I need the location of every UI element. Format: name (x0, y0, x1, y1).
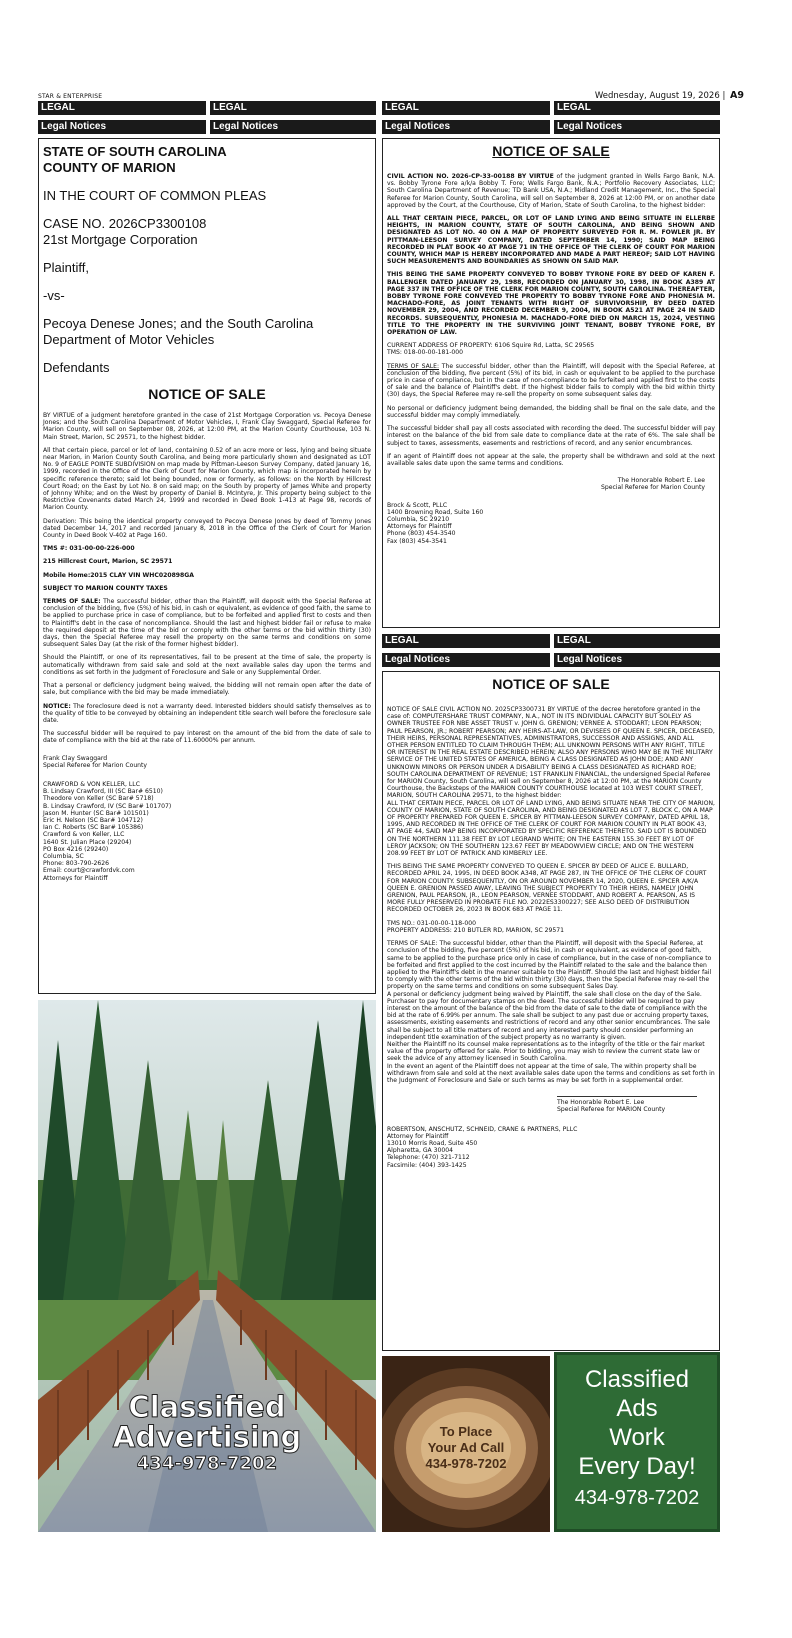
right-bottom-legal-notice (382, 671, 720, 1351)
derivation: THIS BEING THE SAME PROPERTY CONVEYED TO QUEEN E. SPICER BY DEED OF ALICE E. BULLARD, RECORDED APRIL 24, 1995, IN DEED BOOK A348, AT PAGE 287, IN THE OFFICE OF THE CLERK OF COURT FOR MARION COUNTY. SUBSEQUENTLY, ON OR AROUND NOVEMBER 14, 2020, QUEEN E. SPICER A/K/A QUEEN E. GRENION PASSED AWAY, LEAVING THE SUBJECT PROPERTY TO THEIR HEIRS, NAMELY JOHN GRENION, PAUL PEARSON, JR., LEON PEARSON, VERNEE STODDART, AND ROBERT A. PEARSON, AS IS MORE FULLY PRESERVED IN PROBATE FILE NO. 2022ES3300227; SEE ALSO DEED OF DISTRIBUTION RECORDED OCTOBER 26, 2023 IN BOOK 683 AT PAGE 11. (387, 863, 707, 914)
property-address: CURRENT ADDRESS OF PROPERTY: 6106 Squire Rd, Latta, SC 29565 (387, 342, 595, 350)
defendants-label: Defendants (43, 360, 110, 375)
promo-line-2: Advertising (112, 1420, 302, 1454)
signer-name: The Honorable Robert E. Lee (557, 1099, 645, 1107)
notice-paragraph: A personal or deficiency judgment being waived by Plaintiff, the sale shall close on the day of the Sale. (387, 990, 702, 998)
notice-label: NOTICE: (43, 702, 71, 710)
terms-label: TERMS OF SALE: (387, 362, 440, 370)
notice-paragraph: Derivation: This being the identical property conveyed to Pecoya Denese Jones by deed of Tommy Jones dated December 14, 2017 and recorded January 8, 2018 in the Office of the Clerk of Court for Marion County in Deed Book V-402 at Page 160. (43, 517, 371, 540)
signature-block (557, 1096, 697, 1113)
attorney-line: Phone: 803-790-2626 (43, 860, 110, 868)
notice-text: The foreclosure deed is not a warranty deed. Interested bidders should satisfy themselves as to the quality of title to be conveyed by obtaining an independent title search well before the foreclosure sale date. (43, 702, 371, 724)
tms-number: TMS NO.: 031-00-00-118-000 (387, 919, 477, 927)
legal-header-5: LEGAL (382, 634, 550, 648)
attorney-line: B. Lindsay Crawford, III (SC Bar# 6510) (43, 788, 163, 796)
attorney-line: B. Lindsay Crawford, IV (SC Bar# 101707) (43, 802, 172, 810)
signer-title: Special Referee for Marion County (43, 761, 148, 769)
terms-text: The successful bidder, other than the Plaintiff, will deposit with the Special Referee, at conclusion of the bidding, five percent (5%) of its bid, in cash or equivalent to be applied to the purchase price in case of compliance, but in the case of non-compliance to be forfeited and applied first to the costs of sale and the balance of Plaintiff's debt. If the highest bidder fails to comply with the bid within thirty (30) days, the Special Referee may re-sell the property on some subsequent sales day. (387, 362, 715, 399)
notice-paragraph: Purchaser to pay for documentary stamps on the deed. The successful bidder will be required to pay interest on the amount of the balance of the bid from the date of sale to the date of compliance with the bid at the rate of 6.99% per annum. The sale shall be subject to any past due or accruing property taxes, assessments, existing easements and restrictions of record and any other senior encumbrances. The sale shall be subject to all title matters of record and any interested party should consider performing an independent title examination of the subject property as no warranty is given. (387, 997, 710, 1041)
notice-paragraph: In the event an agent of the Plaintiff does not appear at the time of sale, The within property shall be withdrawn from sale and sold at the next available sales date upon the terms and conditions as set forth in the Judgment of Foreclosure and Sale or such terms as may be set forth in a supplemental order. (387, 1062, 715, 1084)
notice-warning (43, 703, 371, 725)
notice-paragraph: BY VIRTUE of a judgment heretofore granted in the case of 21st Mortgage Corporation vs. Pecoya Denese Jones; and the South Carolina Department of Motor Vehicles, I, Frank Clay Swaggard, Special Referee for Marion County, will sell on September 08, 2026, at 12:00 PM, at the Marion County Courthouse, 103 N. Main Street, Marion, SC 29571, to the highest bidder. (43, 412, 371, 441)
signature-block (387, 477, 705, 491)
left-legal-notice (38, 138, 376, 994)
page-date: Wednesday, August 19, 2026 | A9 (594, 90, 744, 101)
terms-of-sale (43, 598, 371, 648)
legal-header-3: LEGAL (382, 101, 550, 115)
legal-header-4: LEGAL (554, 101, 720, 115)
attorney-line: Facsimile: (404) 393-1425 (387, 1161, 467, 1169)
mobile-home: Mobile Home:2015 CLAY VIN WHC020898GA (43, 571, 195, 579)
promo-phone: 434-978-7202 (574, 1487, 700, 1509)
state-heading: STATE OF SOUTH CAROLINA (43, 144, 227, 159)
attorney-line: Jason M. Hunter (SC Bar# 101501) (43, 809, 149, 817)
case-number: CASE NO. 2026CP3300108 (43, 216, 207, 231)
attorney-line: 1640 St. Julian Place (29204) (43, 838, 132, 846)
notice-paragraph: All that certain piece, parcel or lot of land, containing 0.52 of an acre more or less, lying and being situate near Marion, in Marion County South Carolina, and being more particularly shown and designated as LOT No. 9 of EAGLE POINTE SUBDIVISION on map made by Pittman-Leeson Survey Company, dated January 16, 1999, recorded in the Office of the Clerk of Court for Marion County, which map is incorporated herein by specific reference thereto; said lot being bounded, now or formerly, as follows: on the North by Hillcrest Court Road; on the East by Lot No. 8 on said map; on the South by property of James White and property of Johnny White; and on the West by property of Daniel B. McIntyre, Jr. This property being subject to the Restrictive Covenants dated March 24, 1999 and recorded in Deed Book 1-413 at Page 98, records of Marion County. (43, 446, 371, 512)
plaintiff-label: Plaintiff, (43, 260, 90, 275)
promo-phone: 434-978-7202 (425, 1456, 507, 1471)
taxes-note: SUBJECT TO MARION COUNTY TAXES (43, 584, 168, 592)
legal-notices-header-1: Legal Notices (38, 120, 206, 134)
civil-action-text: of the judgment granted in Wells Fargo Bank, N.A. vs. Bobby Tyrone Fore a/k/a Bobby T. Fore; Wells Fargo Bank, N.A.; Portfolio Recovery Associates, LLC; South Carolina Department of Revenue; TD Bank USA, N.A.; Midland Credit Management, Inc., the Special Referee for Marion County, South Carolina, will sell on September 8, 2026 at 12:00 PM, or on another date approved by the Court, at the Courthouse, City of Marion, State of South Carolina, to the highest bidder: (387, 173, 715, 209)
paper-name: STAR & ENTERPRISE (38, 93, 103, 100)
promo-phone: 434-978-7202 (136, 1453, 278, 1474)
court-name: IN THE COURT OF COMMON PLEAS (43, 188, 267, 203)
attorney-line: CRAWFORD & VON KELLER, LLC (43, 780, 140, 788)
notice-title: NOTICE OF SALE (148, 386, 266, 402)
attorney-line: Attorney for Plaintiff (387, 1132, 449, 1140)
terms-of-sale (387, 363, 715, 399)
notice-title: NOTICE OF SALE (492, 143, 610, 159)
notice-paragraph: No personal or deficiency judgment being demanded, the bidding shall be final on the sale date, and the successful bidder may comply immediately. (387, 404, 715, 419)
attorney-line: ROBERTSON, ANSCHUTZ, SCHNEID, CRANE & PARTNERS, PLLC (387, 1125, 578, 1133)
promo-line-2: Ads (616, 1395, 658, 1422)
legal-description: ALL THAT CERTAIN PIECE, PARCEL OR LOT OF LAND LYING, AND BEING SITUATE NEAR THE CITY OF MARION, COUNTY OF MARION, STATE OF SOUTH CAROLINA, AND BEING DESIGNATED AS LOT 7, BLOCK C, ON A MAP OF PROPERTY PREPARED FOR QUEEN E. SPICER BY PITTMAN-LEESON SURVEY COMPANY, DATED APRIL 18, 1995, AND RECORDED IN THE OFFICE OF THE CLERK OF COURT FOR MARION COUNTY IN PLAT BOOK 43, AT PAGE 44, SAID MAP BEING INCORPORATED BY SPECIFIC REFERENCE THERETO. SAID LOT IS BOUNDED ON THE NORTHERN 111.38 FEET BY LOT LEGRAND WHITE; ON THE EASTERN 155.30 FEET BY LOT OF LEROY JACKSON; ON THE SOUTHERN 123.67 FEET BY MEADOWVIEW CIRCLE; AND ON THE WESTERN 208.99 FEET BY LOT OF PATRICK AND KIMBERLY LEE. (387, 799, 715, 858)
classified-advertising-promo (38, 1000, 376, 1532)
property-address: PROPERTY ADDRESS: 210 BUTLER RD, MARION, SC 29571 (387, 926, 565, 934)
notice-paragraph: Neither the Plaintiff no its counsel make representations as to the integrity of the title or the fair market value of the property offered for sale. Prior to bidding, you may wish to review the current state law or seek the advice of any attorney licensed in South Carolina. (387, 1040, 705, 1063)
signer-name: The Honorable Robert E. Lee (617, 477, 705, 485)
county-heading: COUNTY OF MARION (43, 160, 176, 175)
attorney-line: PO Box 4216 (29240) (43, 845, 109, 853)
attorney-line: 1400 Browning Road, Suite 160 (387, 508, 484, 516)
attorney-line: Eric H. Nelson (SC Bar# 104712) (43, 816, 143, 824)
attorney-block (387, 502, 715, 545)
tms-number: TMS #: 031-00-00-226-000 (43, 545, 135, 553)
plaintiff-name: 21st Mortgage Corporation (43, 232, 198, 247)
tms-number: TMS: 018-00-00-181-000 (387, 349, 464, 357)
signer-title: Special Referee for Marion County (600, 484, 705, 492)
notice-body (387, 173, 715, 545)
attorney-line: Columbia, SC (43, 852, 84, 860)
attorney-line: Brock & Scott, PLLC (387, 501, 448, 509)
attorney-line: Phone (803) 454-3540 (387, 530, 456, 538)
date-text: Wednesday, August 19, 2026 (594, 91, 720, 101)
attorney-line: Theodore von Keller (SC Bar# 5718) (43, 795, 154, 803)
terms-text: The successful bidder, other than the Plaintiff, will deposit with the Special Referee at conclusion of the bidding, five (5%) of his bid, in cash or equivalent, as evidence of good faith, the same to be applied to purchase price in case of compliance, but to be forfeited and applied first to costs and then to Plaintiff's debt in the case of noncompliance. Should the last and highest bidder fail or refuse to make the required deposit at the time of the bid or comply with the other terms or the bid within thirty (30) days, then the Special Referee may resell the property on the same terms and conditions on some subsequent Sales Day (at the risk of the former highest bidder). (43, 598, 372, 649)
legal-notices-header-3: Legal Notices (382, 120, 550, 134)
terms-of-sale: TERMS OF SALE: The successful bidder, other than the Plaintiff, will deposit with the Special Referee, at conclusion of the bidding, five percent (5%) of his bid, in cash or equivalent, as evidence of good faith, same to be applied to the purchase price only in case of compliance, but in the case of non-compliance to be forfeited and first applied to the cost incurred by the Plaintiff related to the sale and the balance then applied to the Plaintiff's debt in the manner suitable to the Plaintiff. Should the last and highest bidder fail to comply with the other terms of the bid within thirty (30) days, then the Special Referee may re-sell the property on the same terms and conditions on some subsequent Sales Day. (387, 940, 712, 991)
notice-paragraph: NOTICE OF SALE CIVIL ACTION NO. 2025CP3300731 BY VIRTUE of the decree heretofore granted in the case of: COMPUTERSHARE TRUST COMPANY, N.A., NOT IN ITS INDIVIDUAL CAPACITY BUT SOLELY AS OWNER TRUSTEE FOR NBE ASSET TRUST v. JOHN G. GRENION; VERNEE A. STODDART; LEON PEARSON; PAUL PEARSON, JR.; ROBERT PEARSON; ANY HEIRS-AT-LAW, OR DEVISEES OF QUEEN E. SPICER, DECEASED, THEIR HEIRS, PERSONAL REPRESENTATIVES, ADMINISTRATORS, SUCCESSOR AND ASSIGNS, AND ALL OTHER PERSON ENTITLED TO CLAIM THROUGH THEM; ALL UNKNOWN PERSONS WITH ANY RIGHT, TITLE OR INTEREST IN THE REAL ESTATE DESCRIBED HEREIN; ALSO ANY PERSONS WHO MAY BE IN THE MILITARY SERVICE OF THE UNITED STATES OF AMERICA, BEING A CLASS DESIGNATED AS JOHN DOE; AND ANY UNKNOWN MINORS OR PERSON UNDER A DISABILITY BEING A CLASS DESIGNATED AS RICHARD ROE; SOUTH CAROLINA DEPARTMENT OF REVENUE; 1ST FRANKLIN FINANCIAL, the undersigned Special Referee for MARION County, South Carolina, will sell on September 8, 2026 at 12:00 PM, at the MARION County Courthouse, the Backsteps of the MARION COUNTY COURTHOUSE located at 103 WEST COURT STREET, MARION, SOUTH CAROLINA 29571, to the highest bidder: (387, 706, 715, 800)
notice-body (387, 706, 715, 1169)
attorney-block (43, 781, 371, 882)
legal-notices-header-2: Legal Notices (210, 120, 376, 134)
attorney-line: 13010 Morris Road, Suite 450 (387, 1139, 478, 1147)
defendants-names: Pecoya Denese Jones; and the South Carolina Department of Motor Vehicles (43, 316, 314, 347)
signer-name: Frank Clay Swaggard (43, 754, 108, 762)
legal-notices-header-5: Legal Notices (382, 653, 550, 667)
legal-header-6: LEGAL (554, 634, 720, 648)
attorney-line: Columbia, SC 29210 (387, 515, 450, 523)
page-number: A9 (730, 90, 744, 101)
attorney-line: Alpharetta, GA 30004 (387, 1147, 454, 1155)
attorney-line: Email: court@crawfordvk.com (43, 867, 135, 875)
right-top-legal-notice (382, 138, 720, 628)
legal-header-2: LEGAL (210, 101, 376, 115)
notice-paragraph: Should the Plaintiff, or one of its representatives, fail to be present at the time of sale, the property is automatically withdrawn from said sale and sold at the next available sales day upon the terms and conditions as set forth in the Judgment of Foreclosure and Sale or any Supplemental Order. (43, 654, 371, 676)
civil-action-label: CIVIL ACTION NO. 2026-CP-33-00188 BY VIRTUE (387, 173, 554, 180)
legal-notices-header-6: Legal Notices (554, 653, 720, 667)
place-ad-promo (382, 1356, 550, 1532)
notice-paragraph: The successful bidder will be required to pay interest on the amount of the bid from the date of sale to date of compliance with the bid at the rate of 11.60000% per annum. (43, 730, 371, 745)
attorney-line: Attorneys for Plaintiff (387, 523, 452, 531)
classified-ads-work-promo (554, 1352, 720, 1532)
notice-paragraph (387, 173, 715, 209)
notice-paragraph: If an agent of Plaintiff does not appear at the sale, the property shall be withdrawn and sold at the next available sales date upon the same terms and conditions. (387, 452, 715, 467)
legal-notices-header-4: Legal Notices (554, 120, 720, 134)
signer-title: Special Referee for MARION County (557, 1106, 666, 1114)
terms-label: TERMS OF SALE: (43, 598, 101, 606)
signature-block (43, 755, 371, 769)
notice-title: NOTICE OF SALE (492, 676, 610, 692)
attorney-line: Crawford & von Keller, LLC (43, 831, 125, 839)
attorney-line: Fax (803) 454-3541 (387, 537, 447, 545)
attorney-line: Ian C. Roberts (SC Bar# 105386) (43, 824, 144, 832)
derivation: THIS BEING THE SAME PROPERTY CONVEYED TO BOBBY TYRONE FORE BY DEED OF KAREN F. BALLENGER DATED JANUARY 29, 1988, RECORDED ON JANUARY 30, 1998, IN BOOK A389 AT PAGE 337 IN THE OFFICE OF THE CLERK FOR MARION COUNTY, SOUTH CAROLINA. THEREAFTER, BOBBY TYRONE FORE CONVEYED THE PROPERTY TO BOBBY TYRONE FORE AND PHONESIA M. MACHADO-FORE, AS JOINT TENANTS WITH RIGHT OF SURVIVORSHIP, BY DEED DATED NOVEMBER 29, 2004, AND RECORDED DECEMBER 9, 2004, IN BOOK A521 AT PAGE 24 IN SAID RECORDS. SUBSEQUENTLY, PHONESIA M. MACHADO-FORE DIED ON MARCH 15, 2024, VESTING TITLE TO THE PROPERTY IN THE SURVIVING JOINT TENANT, BOBBY TYRONE FORE, BY OPERATION OF LAW. (387, 271, 715, 337)
property-address: 215 Hillcrest Court, Marion, SC 29571 (43, 558, 173, 566)
legal-description: ALL THAT CERTAIN PIECE, PARCEL, OR LOT OF LAND LYING AND BEING SITUATE IN ELLERBE HEIGHTS, IN MARION COUNTY, STATE OF SOUTH CAROLINA, AND BEING SHOWN AND DESIGNATED AS LOT NO. 40 ON A MAP OF PROPERTY SURVEYED FOR R. M. FOWLER JR. BY PITTMAN-LEESON SURVEY COMPANY, DATED SEPTEMBER 14, 1990; SAID MAP BEING RECORDED IN PLAT BOOK 40 AT PAGE 71 IN THE OFFICE OF THE CLERK OF COURT FOR MARION COUNTY, WHICH MAP IS HEREBY INCORPORATED AND MADE A PART HEREOF; SAID LOT HAVING SUCH MEASUREMENTS AND BOUNDARIES AS SHOWN ON SAID MAP. (387, 215, 715, 266)
promo-line-4: Every Day! (578, 1453, 696, 1480)
attorney-block (387, 1126, 715, 1169)
promo-line-2: Your Ad Call (427, 1440, 505, 1455)
promo-line-3: Work (609, 1424, 665, 1451)
notice-body (43, 412, 371, 882)
legal-header-1: LEGAL (38, 101, 206, 115)
attorney-line: Telephone: (470) 321-7112 (387, 1154, 470, 1162)
promo-line-1: Classified (128, 1390, 286, 1424)
notice-paragraph: That a personal or deficiency judgment being waived, the bidding will not remain open after the date of sale, but compliance with the bid may be made immediately. (43, 682, 371, 697)
notice-paragraph: The successful bidder shall pay all costs associated with recording the deed. The successful bidder will pay interest on the balance of the bid from sale date to compliance date at the rate of 6%. The sale shall be subject to taxes, assessments, easements and restrictions of record, and any senior encumbrances. (387, 425, 715, 447)
attorney-line: Attorneys for Plaintiff (43, 874, 108, 882)
promo-line-1: To Place (439, 1424, 493, 1439)
versus: -vs- (43, 288, 65, 303)
promo-line-1: Classified (584, 1366, 690, 1393)
